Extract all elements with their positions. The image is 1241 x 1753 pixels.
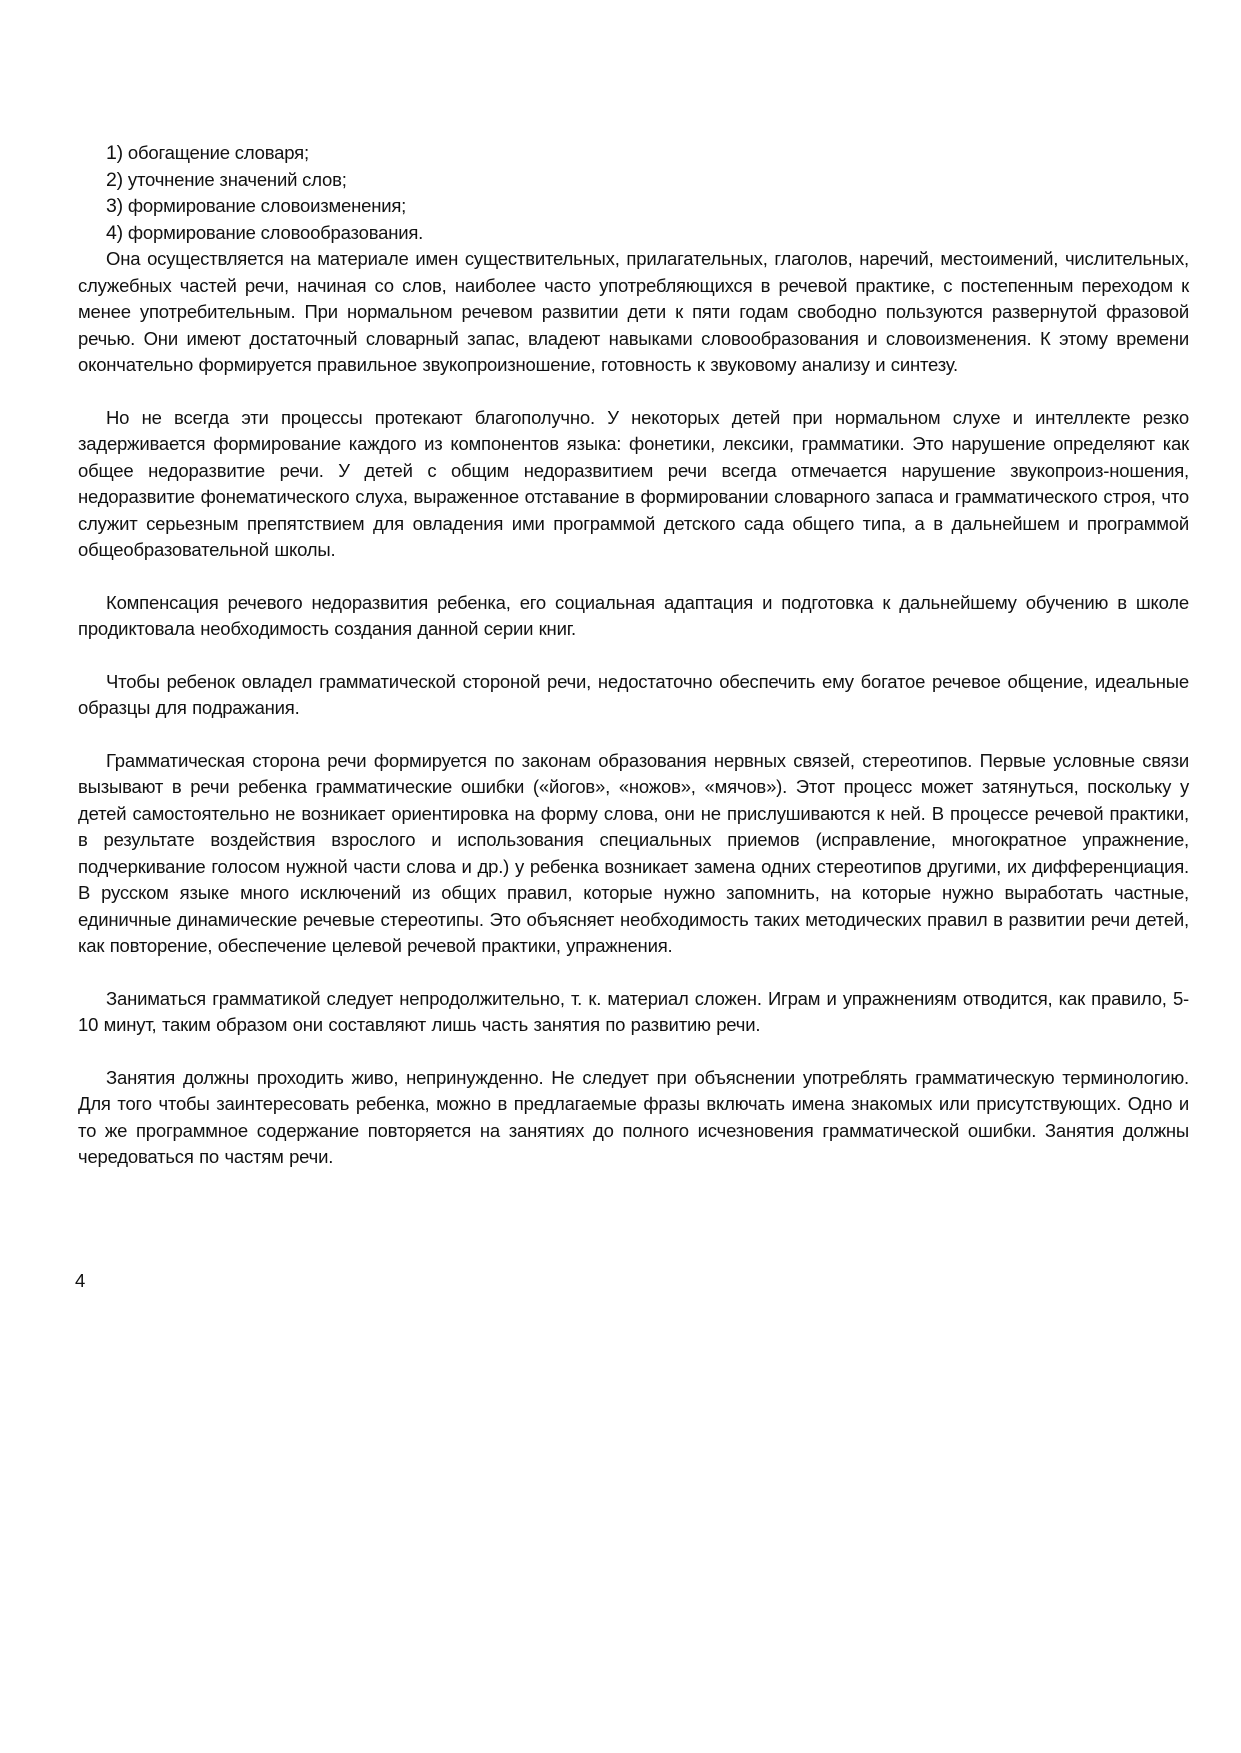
- list-item-number: 3): [106, 195, 123, 217]
- numbered-list: [78, 140, 1189, 246]
- paragraph: Заниматься грамматикой следует непродолжительно, т. к. материал сложен. Играм и упражнениям отводится, как правило, 5-10 минут, таким образом они составляют лишь часть занятия по развитию речи.: [78, 987, 1189, 1035]
- page-number: 4: [75, 1270, 86, 1291]
- list-item-text: обогащение словаря;: [127, 142, 309, 163]
- page-content: [78, 140, 1189, 1171]
- paragraph: Она осуществляется на материале имен существительных, прилагательных, глаголов, наречий, местоимений, числительных, служебных частей речи, начиная со слов, наиболее часто употребляющихся в речевой практике, с постепенным переходом к менее употребительным. При нормальном речевом развитии дети к пяти годам свободно пользуются развернутой фразовой речью. Они имеют достаточный словарный запас, владеют навыками словообразования и словоизменения. К этому времени окончательно формируется правильное звукопроизношение, готовность к звуковому анализу и синтезу.: [78, 248, 1189, 375]
- list-item-number: 4): [106, 221, 123, 244]
- paragraph: Занятия должны проходить живо, непринужденно. Не следует при объяснении употреблять грамматическую терминологию. Для того чтобы заинтересовать ребенка, можно в предлагаемые фразы включать имена знакомых или присутствующих. Одно и то же программное содержание повторяется на занятиях до полного исчезновения грамматической ошибки. Занятия должны чередоваться по частям речи.: [78, 1066, 1189, 1167]
- paragraph: Грамматическая сторона речи формируется по законам образования нервных связей, стереотипов. Первые условные связи вызывают в речи ребенка грамматические ошибки («йогов», «ножов», «мячов»). Этот процесс может затянуться, поскольку у детей самостоятельно не возникает ориентировка на форму слова, они не прислушиваются к ней. В процессе речевой практики, в результате воздействия взрослого и использования специальных приемов (исправление, многократное упражнение, подчеркивание голосом нужной части слова и др.) у ребенка возникает замена одних стереотипов другими, их дифференциация. В русском языке много исключений из общих правил, которые нужно запомнить, на которые нужно выработать частные, единичные динамические речевые стереотипы. Это объясняет необходимость таких методических правил в развитии речи детей, как повторение, обеспечение целевой речевой практики, упражнения.: [78, 749, 1189, 956]
- list-item: [106, 140, 1189, 167]
- list-item-number: 1): [106, 142, 123, 164]
- list-item: [106, 220, 1189, 247]
- list-item: [106, 167, 1189, 194]
- list-item-text: формирование словообразования.: [127, 221, 424, 243]
- paragraph: Но не всегда эти процессы протекают благополучно. У некоторых детей при нормальном слухе и интеллекте резко задерживается формирование каждого из компонентов языка: фонетики, лексики, грамматики. Это нарушение определяют как общее недоразвитие речи. У детей с общим недоразвитием речи всегда отмечается нарушение звукопроиз-ношения, недоразвитие фонематического слуха, выраженное отставание в формировании словарного запаса и грамматического строя, что служит серьезным препятствием для овладения ими программой детского сада общего типа, а в дальнейшем и программой общеобразовательной школы.: [78, 406, 1189, 560]
- list-item-number: 2): [106, 168, 123, 191]
- list-item-text: уточнение значений слов;: [127, 168, 347, 190]
- list-item: [106, 193, 1189, 220]
- paragraph: Компенсация речевого недоразвития ребенка, его социальная адаптация и подготовка к дальнейшему обучению в школе продиктовала необходимость создания данной серии книг.: [78, 591, 1189, 639]
- list-item-text: формирование словоизменения;: [127, 195, 407, 216]
- paragraph: Чтобы ребенок овладел грамматической стороной речи, недостаточно обеспечить ему богатое речевое общение, идеальные образцы для подражания.: [78, 670, 1189, 718]
